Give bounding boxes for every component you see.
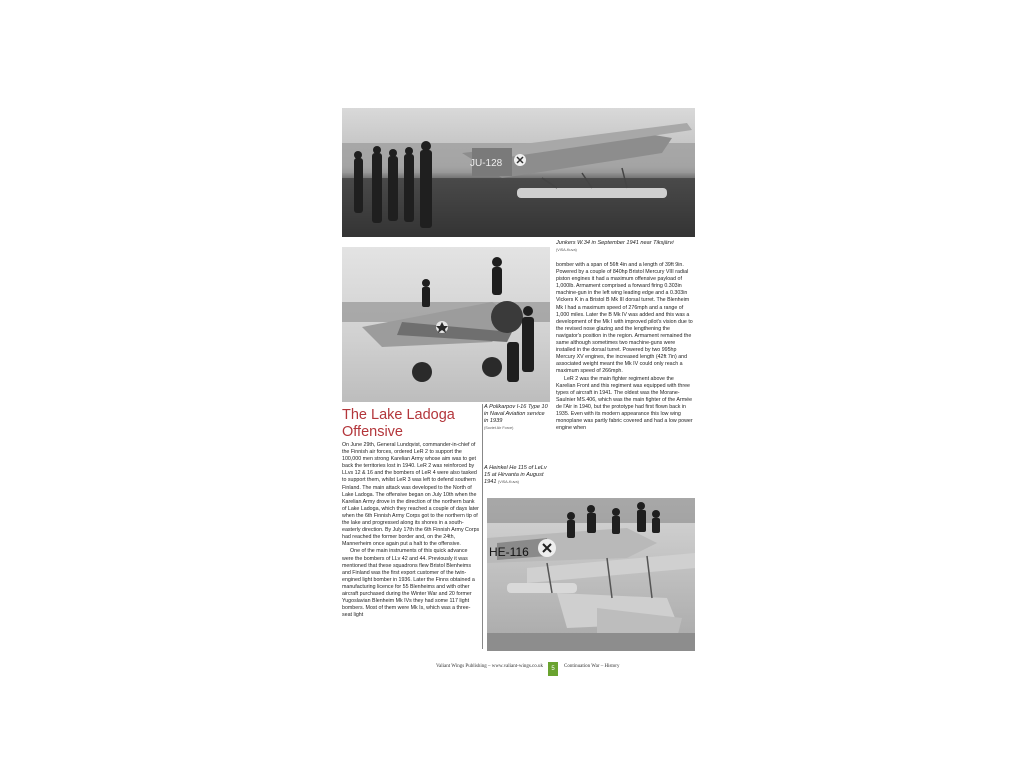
caption-heinkel: A Heinkel He 115 of LeLv 15 at Hirvanta in August 1941 (ViSA-Kuva): [484, 465, 547, 485]
section-heading: [342, 407, 482, 441]
credit-i16: (Soviet Air Force): [484, 426, 514, 430]
photo-polikarpov-i16: [342, 247, 550, 402]
heading-line-2: Offensive: [342, 424, 403, 440]
aircraft-marking-he116: HE-116: [489, 545, 529, 559]
body-paragraph: On June 29th, General Lundqvist, commander-in-chief of the Finnish air forces, ordered LeR 2 to support the 100,000 men strong Karelian Army whose aim was to get back the territories lost in 1940. LeR 2 was reinforced by LLvs 12 & 16 and the bombers of LeR 4 were also tasked to support them, whilst LeR 3 was left to defend southern Finland. The main attack was developed to the North of Lake Ladoga. The offensive began on July 10th when the Karelian Army drove in the direction of the northern bank of Lake Ladoga, which they reached a couple of days later when the 6th Finnish Army Corps got to the northern tip of the lake and progressed along its shores in a south-easterly direction. By July 17th the 6th Finnish Army Corps had reached the former border and, on the 24th, Mannerheim once again put a halt to the offensive.: [342, 442, 480, 548]
body-column-right: [556, 262, 694, 432]
body-column-left: [342, 442, 480, 619]
heading-line-1: The Lake Ladoga: [342, 407, 455, 423]
footer-series: Continuation War – History: [564, 664, 620, 669]
aircraft-marking-ju128: JU-128: [470, 158, 503, 169]
credit-heinkel: (ViSA-Kuva): [498, 480, 519, 484]
photo-heinkel-he115: [487, 498, 695, 651]
body-paragraph: bomber with a span of 56ft 4in and a length of 39ft 9in. Powered by a couple of 840hp Bristol Mercury VIII radial piston engines it had a maximum offensive payload of 1,000lb. Armament comprised a forward firing 0.303in machine-gun in the left wing leading edge and a 0.303in Vickers K in a Bristol B Mk III dorsal turret. The Blenheim Mk I had a maximum speed of 276mph and a range of 1,000 miles. Later the B Mk IV was added and this was a development of the Mk I with improved pilot's vision due to the revised nose glazing and the lengthening the navigator's position in the region. Armament remained the same although sometimes two machine-guns were installed in the dorsal turret. Powered by two 995hp Mercury XV engines, the increased length (42ft 7in) and associated weight meant the Mk IV could only reach a maximum speed of 266mph.: [556, 262, 693, 375]
caption-junkers: Junkers W.34 in September 1941 near Tiksjärvi (ViSA-Kuva): [556, 240, 696, 254]
page-number-badge: 5: [548, 662, 558, 676]
caption-divider: [482, 404, 483, 649]
caption-i16: A Polikarpov I-16 Type 10 in Naval Aviation service in 1939 (Soviet Air Force): [484, 404, 550, 432]
credit-junkers: (ViSA-Kuva): [556, 248, 577, 252]
footer-publisher: Valiant Wings Publishing – www.valiant-wings.co.uk: [435, 664, 543, 669]
body-paragraph: LeR 2 was the main fighter regiment above the Karelian Front and this regiment was equipped with three types of aircraft in 1941. The oldest was the Morane-Saulnier MS.406, which was the main fighter of the Armée de l'Air in 1940, but the prototype had first flown back in 1935. Even with its modern appearance this low wing monoplane was partly fabric covered and had a low power engine when: [556, 375, 693, 432]
photo-junkers-w34: [342, 108, 695, 237]
body-paragraph: One of the main instruments of this quick advance were the bombers of LLv 42 and 44. Previously it was mentioned that these squadrons flew Bristol Blenheims and Finland was the first export customer of the twin-engined light bomber in 1936. Later the Finns obtained a manufacturing licence for 55 Blenheims and with other aircraft purchased during the Winter War and 20 former Yugoslavian Blenheim Mk IVs they had some 117 light bombers. Most of them were Mk Is, which was a three-seat light: [342, 548, 475, 619]
